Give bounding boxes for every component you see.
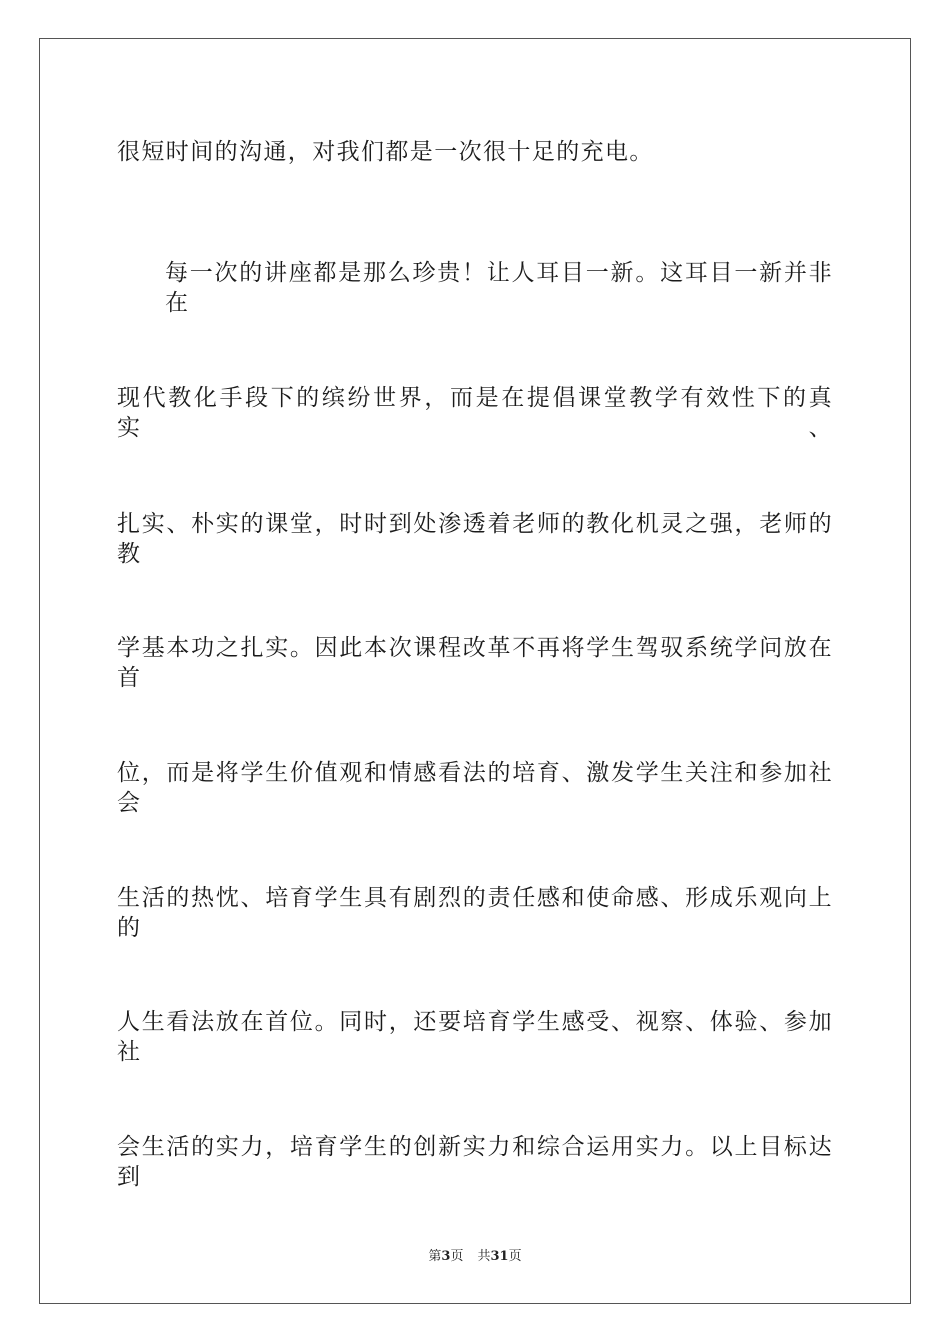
body-line-8: 人生看法放在首位。同时，还要培育学生感受、视察、体验、参加社 (117, 1009, 833, 1065)
body-line-9: 会生活的实力，培育学生的创新实力和综合运用实力。以上目标达到 (117, 1134, 833, 1190)
body-line-5: 学基本功之扎实。因此本次课程改革不再将学生驾驭系统学问放在首 (117, 635, 833, 691)
body-line-4: 扎实、朴实的课堂，时时到处渗透着老师的教化机灵之强，老师的教 (117, 511, 833, 567)
body-line-6: 位，而是将学生价值观和情感看法的培育、激发学生关注和参加社会 (117, 760, 833, 816)
body-line-7: 生活的热忱、培育学生具有剧烈的责任感和使命感、形成乐观向上的 (117, 885, 833, 941)
body-line-3: 现代教化手段下的缤纷世界，而是在提倡课堂教学有效性下的真实、 (117, 385, 833, 441)
footer-total-pages: 31 (490, 1249, 509, 1264)
footer-page-suffix: 页 (450, 1249, 464, 1264)
footer-total-suffix: 页 (508, 1249, 522, 1264)
footer-total-prefix: 共 (477, 1249, 491, 1264)
footer-page-number: 3 (441, 1249, 451, 1264)
footer-page-prefix: 第 (428, 1249, 442, 1264)
page-footer (0, 1248, 950, 1266)
body-line-1: 很短时间的沟通，对我们都是一次很十足的充电。 (117, 139, 654, 165)
body-line-2: 每一次的讲座都是那么珍贵！让人耳目一新。这耳目一新并非在 (165, 260, 833, 316)
